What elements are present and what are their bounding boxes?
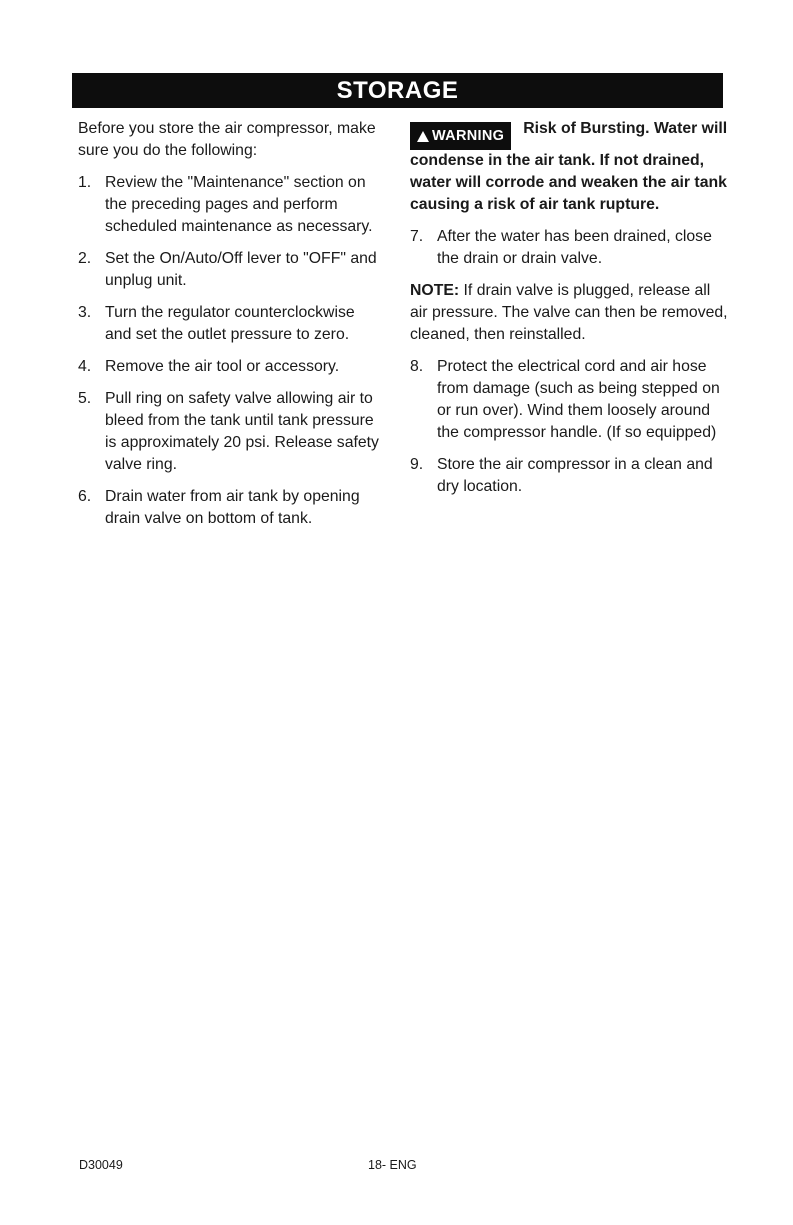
note-paragraph — [410, 280, 732, 346]
storage-steps-list — [78, 172, 383, 530]
storage-steps-list-continued — [410, 226, 732, 270]
step-number: 7. — [410, 228, 424, 245]
intro-text: Before you store the air compressor, make sure you do the following: — [78, 120, 376, 159]
warning-block — [410, 118, 732, 216]
step-text: Store the air compressor in a clean and dry location. — [437, 456, 713, 495]
step-number: 3. — [78, 304, 92, 321]
list-item — [410, 226, 732, 270]
step-number: 6. — [78, 488, 92, 505]
storage-steps-list-final — [410, 356, 732, 498]
document-code: D30049 — [79, 1158, 123, 1172]
warning-badge — [410, 122, 511, 150]
step-number: 9. — [410, 456, 424, 473]
step-number: 8. — [410, 358, 424, 375]
list-item — [78, 486, 383, 530]
step-number: 4. — [78, 358, 92, 375]
list-item — [78, 248, 383, 292]
section-banner — [72, 73, 723, 108]
page-number: 18- ENG — [368, 1158, 417, 1172]
step-number: 1. — [78, 174, 92, 191]
step-text: After the water has been drained, close the drain or drain valve. — [437, 228, 712, 267]
step-text: Drain water from air tank by opening drain valve on bottom of tank. — [105, 488, 360, 527]
step-text: Remove the air tool or accessory. — [105, 358, 340, 375]
warning-triangle-icon — [417, 131, 429, 142]
step-number: 5. — [78, 390, 92, 407]
left-column — [78, 118, 383, 540]
step-text: Pull ring on safety valve allowing air to bleed from the tank until tank pressure is approximately 20 psi. Release safety valve ring. — [105, 390, 379, 473]
step-text: Review the "Maintenance" section on the preceding pages and perform scheduled maintenance as necessary. — [105, 174, 373, 235]
list-item — [78, 172, 383, 238]
list-item — [78, 302, 383, 346]
right-column — [410, 118, 732, 508]
section-title: STORAGE — [336, 76, 459, 104]
note-text: If drain valve is plugged, release all air pressure. The valve can then be removed, cleaned, then reinstalled. — [410, 282, 728, 343]
step-text: Protect the electrical cord and air hose from damage (such as being stepped on or run over). Wind them loosely around the compressor handle. (If so equipped) — [437, 358, 720, 441]
list-item — [410, 454, 732, 498]
warning-body: condense in the air tank. If not drained, water will corrode and weaken the air tank causing a risk of air tank rupture. — [410, 152, 727, 213]
list-item — [410, 356, 732, 444]
warning-header — [410, 118, 732, 150]
warning-title: Risk of Bursting. Water will — [523, 120, 728, 137]
list-item — [78, 356, 383, 378]
step-number: 2. — [78, 250, 92, 267]
warning-badge-label: WARNING — [432, 128, 505, 144]
list-item — [78, 388, 383, 476]
step-text: Turn the regulator counterclockwise and set the outlet pressure to zero. — [105, 304, 355, 343]
note-label: NOTE: — [410, 282, 460, 299]
step-text: Set the On/Auto/Off lever to "OFF" and unplug unit. — [105, 250, 377, 289]
